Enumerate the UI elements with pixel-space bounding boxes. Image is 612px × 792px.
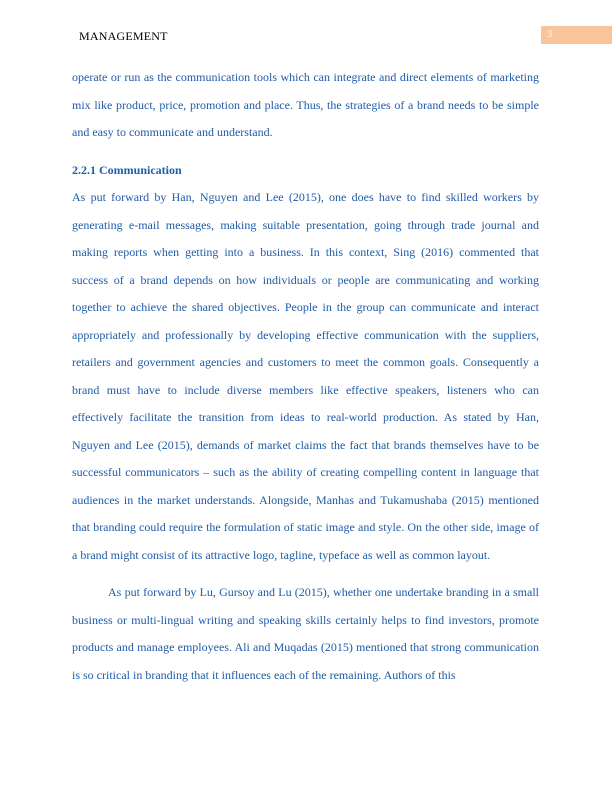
page-header [0, 26, 612, 44]
page-number-box [541, 26, 612, 44]
page-number: 3 [547, 29, 552, 40]
running-head: MANAGEMENT [79, 29, 168, 43]
section-heading: 2.2.1 Communication [72, 162, 182, 177]
intro-paragraph: operate or run as the communication tools which can integrate and direct elements of marketing mix like product, price, promotion and place. Thus, the strategies of a brand needs to be simple and easy to communicate and understand. [72, 70, 539, 139]
document-body [72, 64, 539, 689]
body-paragraph-1: As put forward by Han, Nguyen and Lee (2015), one does have to find skilled workers by generating e-mail messages, making suitable presentation, going through trade journal and making reports when getting into a business. In this context, Sing (2016) commented that success of a brand depends on how individuals or people are communicating and working together to achieve the shared objectives. People in the group can communicate and interact appropriately and professionally by developing effective communication with the suppliers, retailers and government agencies and customers to meet the common goals. Consequently a brand must have to include diverse members like effective speakers, listeners who can effectively facilitate the transition from ideas to real-world production. As stated by Han, Nguyen and Lee (2015), demands of market claims the fact that brands themselves have to be successful communicators – such as the ability of creating compelling content in language that audiences in the market understands. Alongside, Manhas and Tukamushaba (2015) mentioned that branding could require the formulation of static image and style. On the other side, image of a brand might consist of its attractive logo, tagline, typeface as well as common layout. [72, 190, 539, 562]
body-paragraph-2: As put forward by Lu, Gursoy and Lu (2015), whether one undertake branding in a small business or multi-lingual writing and speaking skills certainly helps to find investors, promote products and manage employees. Ali and Muqadas (2015) mentioned that strong communication is so critical in branding that it influences each of the remaining. Authors of this [72, 585, 539, 682]
